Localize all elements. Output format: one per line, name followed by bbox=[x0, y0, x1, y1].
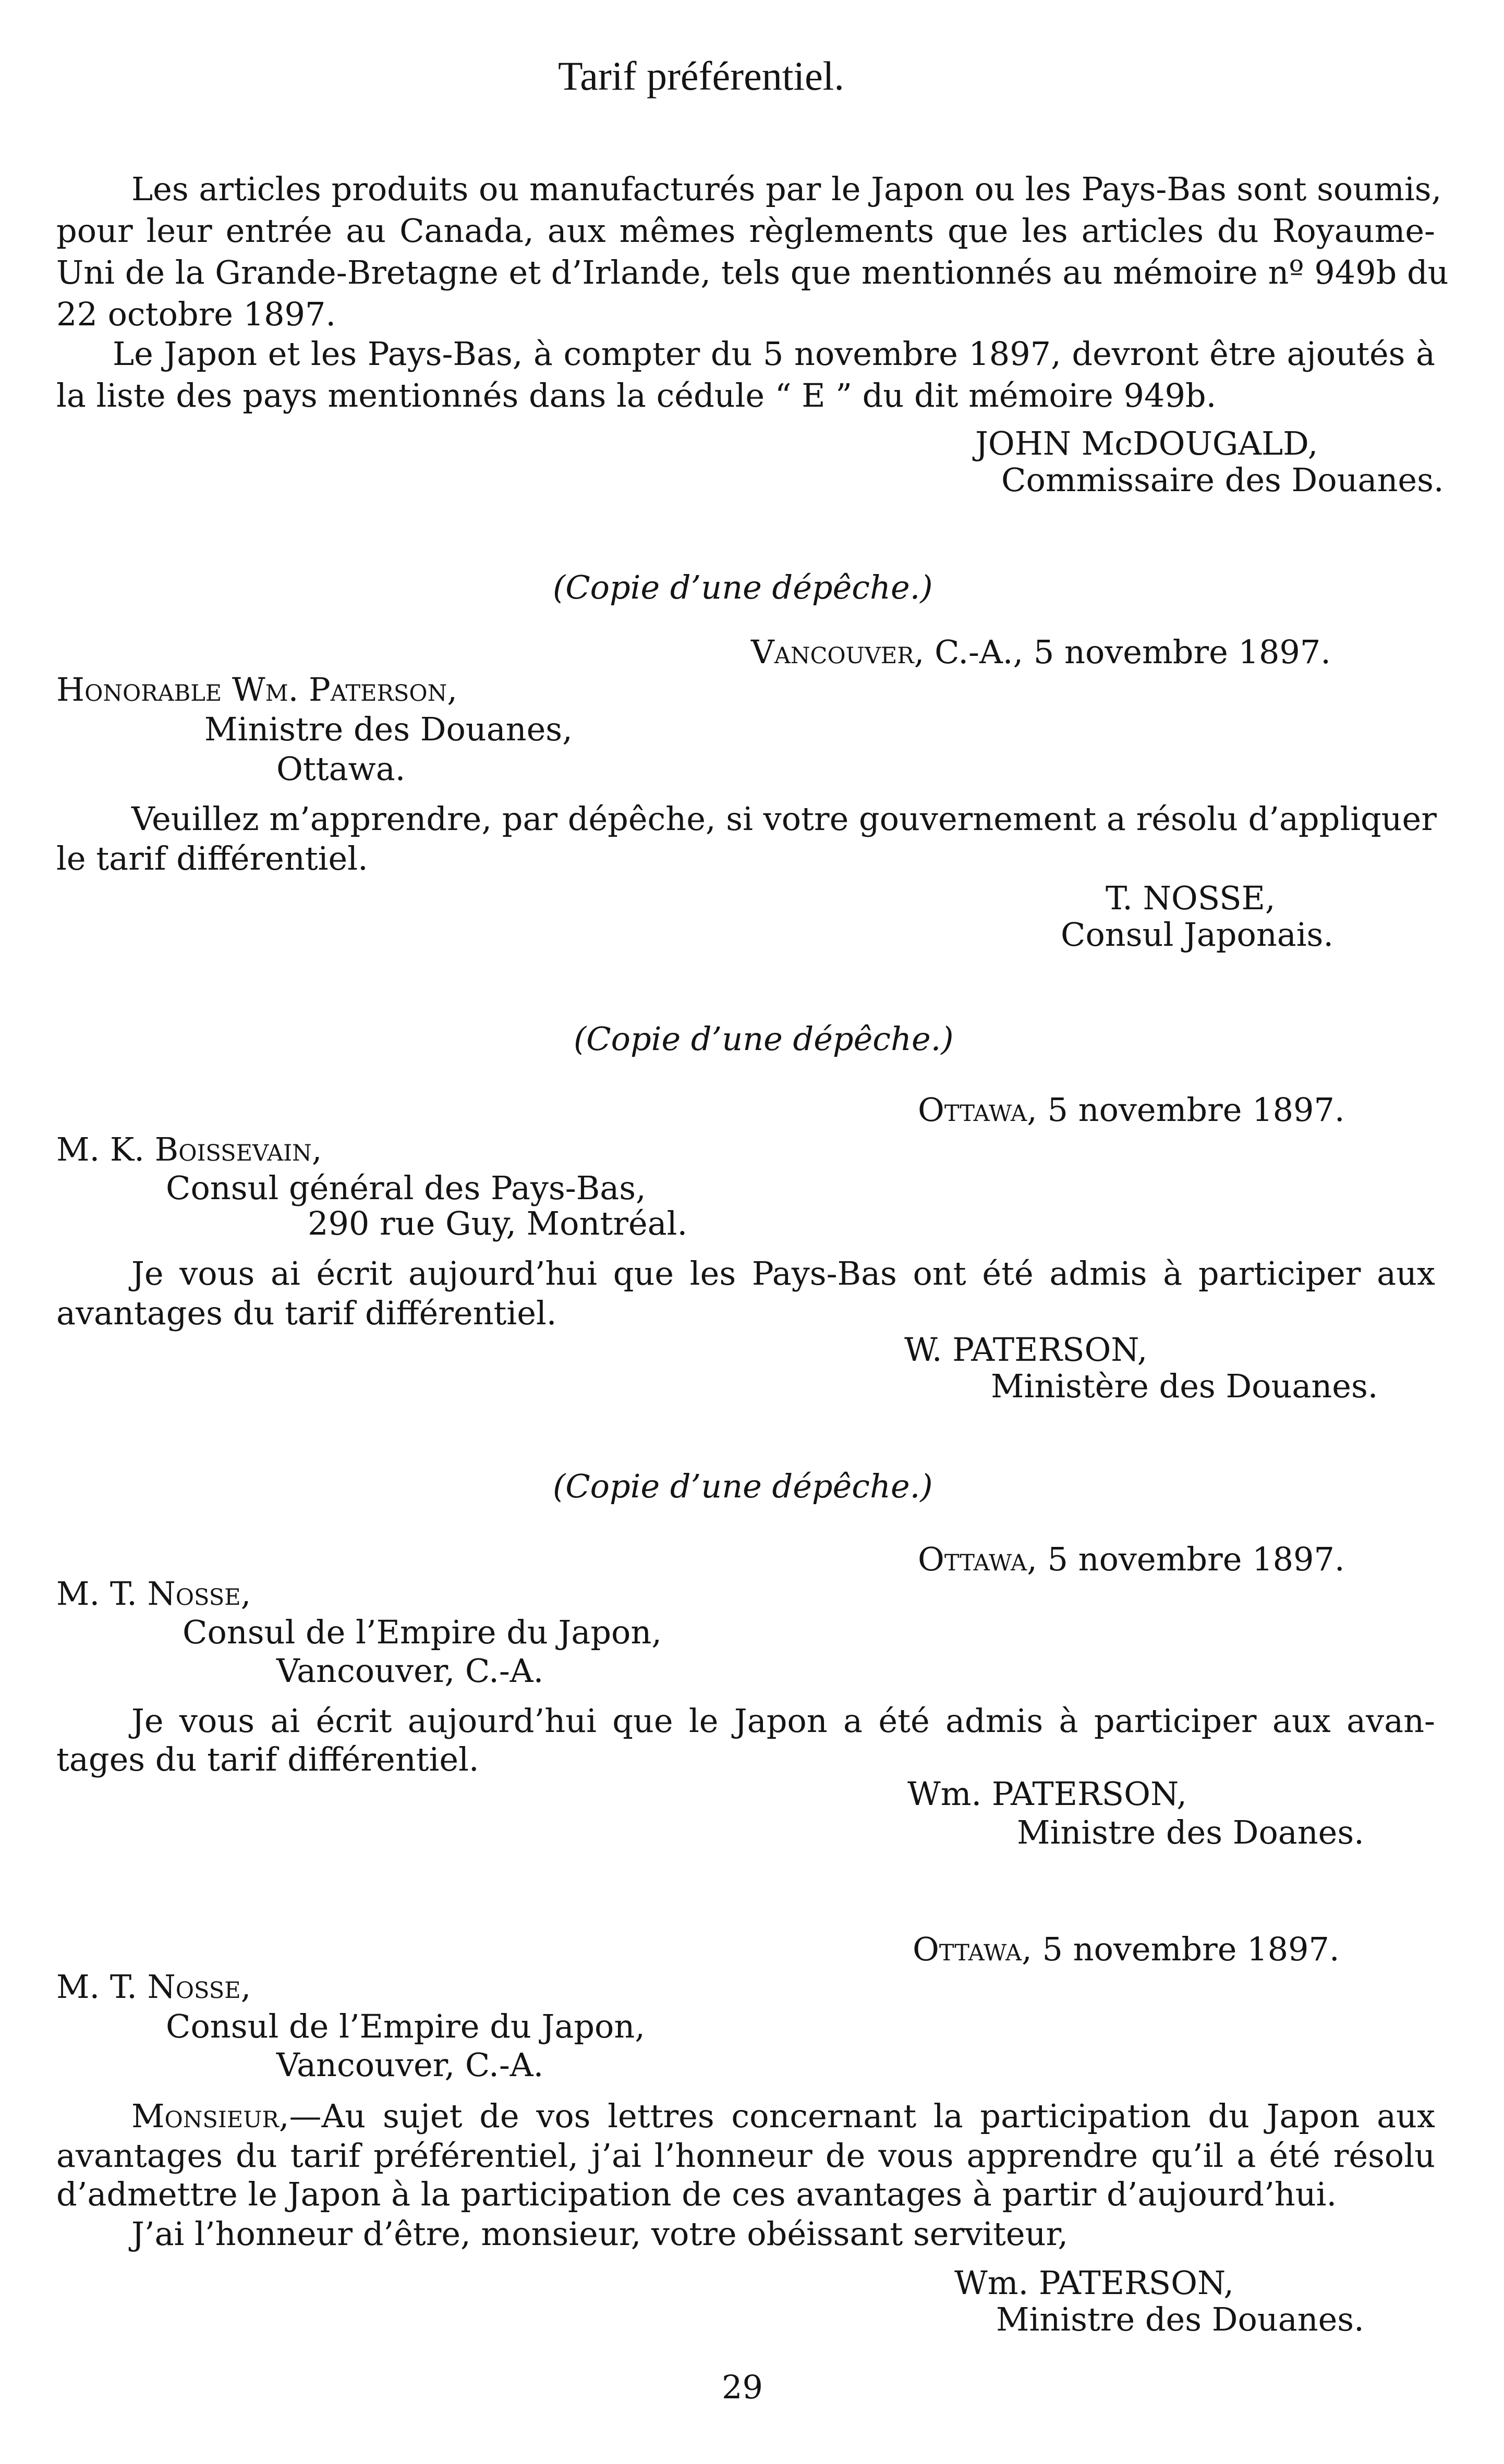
memo-signature-title: Commissaire des Douanes. bbox=[1001, 461, 1444, 499]
letter-2-body-line-1: Je vous ai écrit aujourd’hui que les Pays-Bas ont été admis à participer aux bbox=[131, 1254, 1435, 1292]
letter-4-body-line-3: d’admettre le Japon à la participation de ces avantages à partir d’aujourd’hui. bbox=[56, 2175, 1337, 2213]
memo-signature-name: JOHN McDOUGALD, bbox=[975, 424, 1318, 462]
letter-2-address-line-2: Consul général des Pays-Bas, bbox=[166, 1169, 646, 1207]
letter-2-heading: (Copie d’une dépêche.) bbox=[574, 1020, 954, 1058]
letter-1-signature-name: T. NOSSE, bbox=[1106, 879, 1276, 917]
memo-paragraph-1-line-3: Uni de la Grande-Bretagne et d’Irlande, tels que mentionnés au mémoire nº 949b du bbox=[56, 253, 1449, 291]
letter-4-signature-title: Ministre des Douanes. bbox=[996, 2300, 1364, 2338]
letter-3-address-line-1: M. T. Nosse, bbox=[56, 1575, 251, 1613]
letter-3-signature-title: Ministre des Doanes. bbox=[1017, 1813, 1364, 1851]
letter-1-address-line-3: Ottawa. bbox=[276, 750, 406, 788]
memo-paragraph-2-line-1: Le Japon et les Pays-Bas, à compter du 5 novembre 1897, devront être ajoutés à bbox=[113, 335, 1435, 373]
letter-2-signature-name: W. PATERSON, bbox=[904, 1331, 1148, 1369]
letter-4-date: , 5 novembre 1897. bbox=[1022, 1930, 1340, 1968]
memo-paragraph-1-line-2: pour leur entrée au Canada, aux mêmes règlements que les articles du Royaume- bbox=[56, 212, 1435, 250]
page-title: Tarif préférentiel. bbox=[558, 53, 844, 99]
letter-2-date: , 5 novembre 1897. bbox=[1027, 1091, 1345, 1129]
letter-1-body-line-1: Veuillez m’apprendre, par dépêche, si votre gouvernement a résolu d’appliquer bbox=[131, 800, 1437, 838]
letter-3-body-line-2: tages du tarif différentiel. bbox=[56, 1740, 479, 1778]
letter-4-body-line-1 bbox=[131, 2095, 1435, 2138]
memo-paragraph-2-line-2: la liste des pays mentionnés dans la cédule “ E ” du dit mémoire 949b. bbox=[56, 376, 1217, 414]
letter-4-body-line-1-text: —Au sujet de vos lettres concernant la participation du Japon aux bbox=[289, 2097, 1435, 2135]
page-number: 29 bbox=[722, 2368, 763, 2406]
letter-1-body-line-2: le tarif différentiel. bbox=[56, 839, 368, 877]
letter-2-address-line-3: 290 rue Guy, Montréal. bbox=[308, 1204, 688, 1242]
letter-3-date: , 5 novembre 1897. bbox=[1027, 1540, 1345, 1578]
letter-4-closing: J’ai l’honneur d’être, monsieur, votre obéissant serviteur, bbox=[131, 2215, 1069, 2253]
letter-2-signature-title: Ministère des Douanes. bbox=[991, 1367, 1378, 1405]
letter-4-address-line-2: Consul de l’Empire du Japon, bbox=[166, 2007, 646, 2045]
letter-3-signature-name: Wm. PATERSON, bbox=[907, 1775, 1187, 1813]
letter-3-address-line-3: Vancouver, C.-A. bbox=[276, 1652, 544, 1690]
memo-paragraph-1-line-1: Les articles produits ou manufacturés par le Japon ou les Pays-Bas sont soumis, bbox=[131, 170, 1442, 208]
letter-1-signature-title: Consul Japonais. bbox=[1061, 916, 1334, 954]
letter-2-dateline bbox=[918, 1089, 1345, 1131]
letter-1-address-line-1: Honorable Wm. Paterson, bbox=[56, 670, 457, 709]
letter-4-place: Ottawa bbox=[913, 1930, 1022, 1968]
letter-4-body-line-2: avantages du tarif préférentiel, j’ai l’honneur de vous apprendre qu’il a été résolu bbox=[56, 2137, 1435, 2175]
letter-4-dateline bbox=[913, 1928, 1340, 1971]
letter-4-salutation: Monsieur, bbox=[131, 2097, 289, 2135]
letter-4-signature-name: Wm. PATERSON, bbox=[954, 2264, 1234, 2302]
letter-2-place: Ottawa bbox=[918, 1091, 1027, 1129]
letter-4-address-line-3: Vancouver, C.-A. bbox=[276, 2046, 544, 2084]
letter-1-heading: (Copie d’une dépêche.) bbox=[553, 568, 933, 606]
letter-3-address-line-2: Consul de l’Empire du Japon, bbox=[183, 1613, 662, 1651]
letter-2-body-line-2: avantages du tarif différentiel. bbox=[56, 1294, 557, 1332]
letter-3-body-line-1: Je vous ai écrit aujourd’hui que le Japon a été admis à participer aux avan- bbox=[131, 1702, 1435, 1740]
memo-paragraph-1-line-4: 22 octobre 1897. bbox=[56, 295, 336, 333]
letter-1-date: , C.-A., 5 novembre 1897. bbox=[914, 633, 1331, 671]
letter-4-address-line-1: M. T. Nosse, bbox=[56, 1968, 251, 2006]
letter-3-dateline bbox=[918, 1538, 1345, 1581]
letter-3-heading: (Copie d’une dépêche.) bbox=[553, 1467, 933, 1505]
letter-1-place: Vancouver bbox=[751, 633, 914, 671]
letter-1-address-line-2: Ministre des Douanes, bbox=[204, 710, 573, 748]
letter-3-place: Ottawa bbox=[918, 1540, 1027, 1578]
letter-1-dateline bbox=[751, 631, 1331, 674]
letter-2-address-line-1: M. K. Boissevain, bbox=[56, 1130, 322, 1168]
